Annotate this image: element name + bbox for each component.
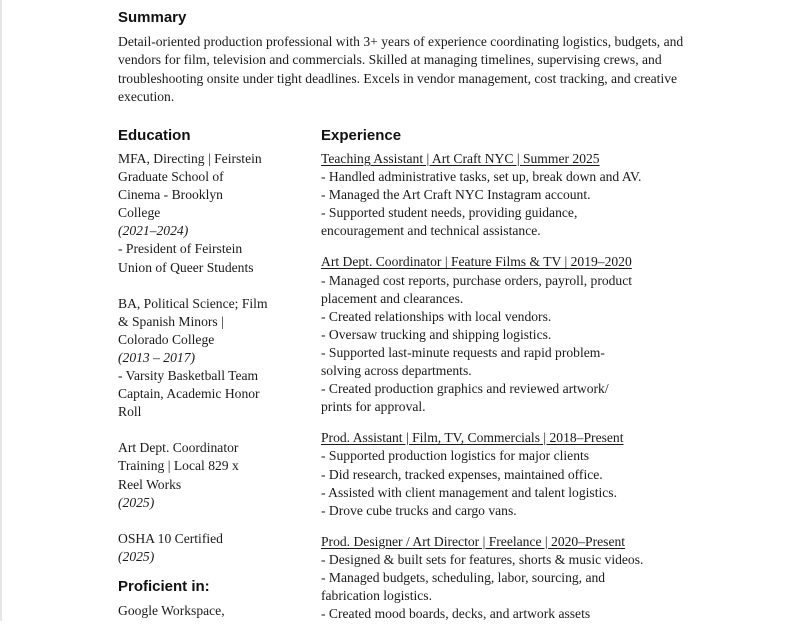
job-line: - Created relationships with local vendors. xyxy=(321,308,552,324)
job-line: placement and clearances. xyxy=(321,290,464,306)
job-line: - Oversaw trucking and shipping logistics. xyxy=(321,326,552,342)
job-line: - Assisted with client management and talent logistics. xyxy=(321,484,617,500)
education-dates: (2021–2024) xyxy=(118,223,189,239)
proficient-heading: Proficient in: xyxy=(118,577,210,595)
education-line: Reel Works xyxy=(118,476,182,492)
job-line: - Designed & built sets for features, shorts & music videos. xyxy=(321,551,644,567)
education-note: - President of Feirstein xyxy=(118,241,243,257)
education-note: Union of Queer Students xyxy=(118,259,254,275)
education-note: - Varsity Basketball Team xyxy=(118,368,259,384)
page-edge xyxy=(0,0,2,621)
education-column xyxy=(118,150,286,620)
summary-heading: Summary xyxy=(118,9,187,26)
job-title: Prod. Assistant | Film, TV, Commercials | 2018–Present xyxy=(321,430,624,446)
job-line: - Supported production logistics for major clients xyxy=(321,448,590,464)
education-dates: (2025) xyxy=(118,494,155,510)
education-line: BA, Political Science; Film xyxy=(118,295,268,311)
job-entry xyxy=(321,533,701,623)
experience-heading: Experience xyxy=(321,127,402,144)
job-entry xyxy=(321,253,701,416)
job-line: prints for approval. xyxy=(321,399,426,415)
job-line: encouragement and technical assistance. xyxy=(321,223,541,239)
education-dates: (2013 – 2017) xyxy=(118,349,196,365)
education-item xyxy=(118,439,286,511)
job-line: - Managed budgets, scheduling, labor, sourcing, and xyxy=(321,569,606,585)
education-item xyxy=(118,530,286,566)
education-line: Cinema - Brooklyn xyxy=(118,187,223,203)
education-note: Captain, Academic Honor xyxy=(118,386,260,402)
job-line: - Supported last-minute requests and rapid problem- xyxy=(321,344,605,360)
job-entry xyxy=(321,150,701,240)
education-line: Graduate School of xyxy=(118,169,224,185)
education-line: Training | Local 829 x xyxy=(118,458,239,474)
education-dates: (2025) xyxy=(118,548,155,564)
job-line: - Drove cube trucks and cargo vans. xyxy=(321,502,517,518)
education-line: College xyxy=(118,205,161,221)
proficient-line: Google Workspace, xyxy=(118,602,225,618)
job-line: - Did research, tracked expenses, maintained office. xyxy=(321,466,603,482)
job-line: - Created mood boards, decks, and artwork assets xyxy=(321,606,591,622)
job-line: - Managed cost reports, purchase orders, payroll, product xyxy=(321,272,633,288)
job-line: - Handled administrative tasks, set up, break down and AV. xyxy=(321,169,642,185)
education-heading: Education xyxy=(118,127,191,144)
education-line: Colorado College xyxy=(118,331,215,347)
education-line: MFA, Directing | Feirstein xyxy=(118,151,262,166)
experience-column xyxy=(321,150,701,636)
job-line: fabrication logistics. xyxy=(321,588,432,604)
education-item xyxy=(118,150,286,277)
summary-text: Detail-oriented production professional with 3+ years of experience coordinating logistics, budgets, and vendors for film, television and commercials. Skilled at managing timelines, supervising crews, and troubleshooting onsite under tight deadlines. Excels in vendor management, cost tracking, and creative execution. xyxy=(118,34,684,104)
job-line: solving across departments. xyxy=(321,363,472,379)
education-line: OSHA 10 Certified xyxy=(118,530,223,546)
education-line: Art Dept. Coordinator xyxy=(118,440,239,456)
job-line: - Created production graphics and reviewed artwork/ xyxy=(321,381,609,397)
job-entry xyxy=(321,429,701,519)
job-title: Art Dept. Coordinator | Feature Films & TV | 2019–2020 xyxy=(321,254,632,270)
education-item xyxy=(118,295,286,422)
job-line: - Managed the Art Craft NYC Instagram account. xyxy=(321,187,591,203)
education-line: & Spanish Minors | xyxy=(118,313,224,329)
job-line: - Supported student needs, providing guidance, xyxy=(321,205,578,221)
job-title: Teaching Assistant | Art Craft NYC | Summer 2025 xyxy=(321,151,600,166)
education-note: Roll xyxy=(118,404,142,420)
job-title: Prod. Designer / Art Director | Freelance | 2020–Present xyxy=(321,533,626,549)
